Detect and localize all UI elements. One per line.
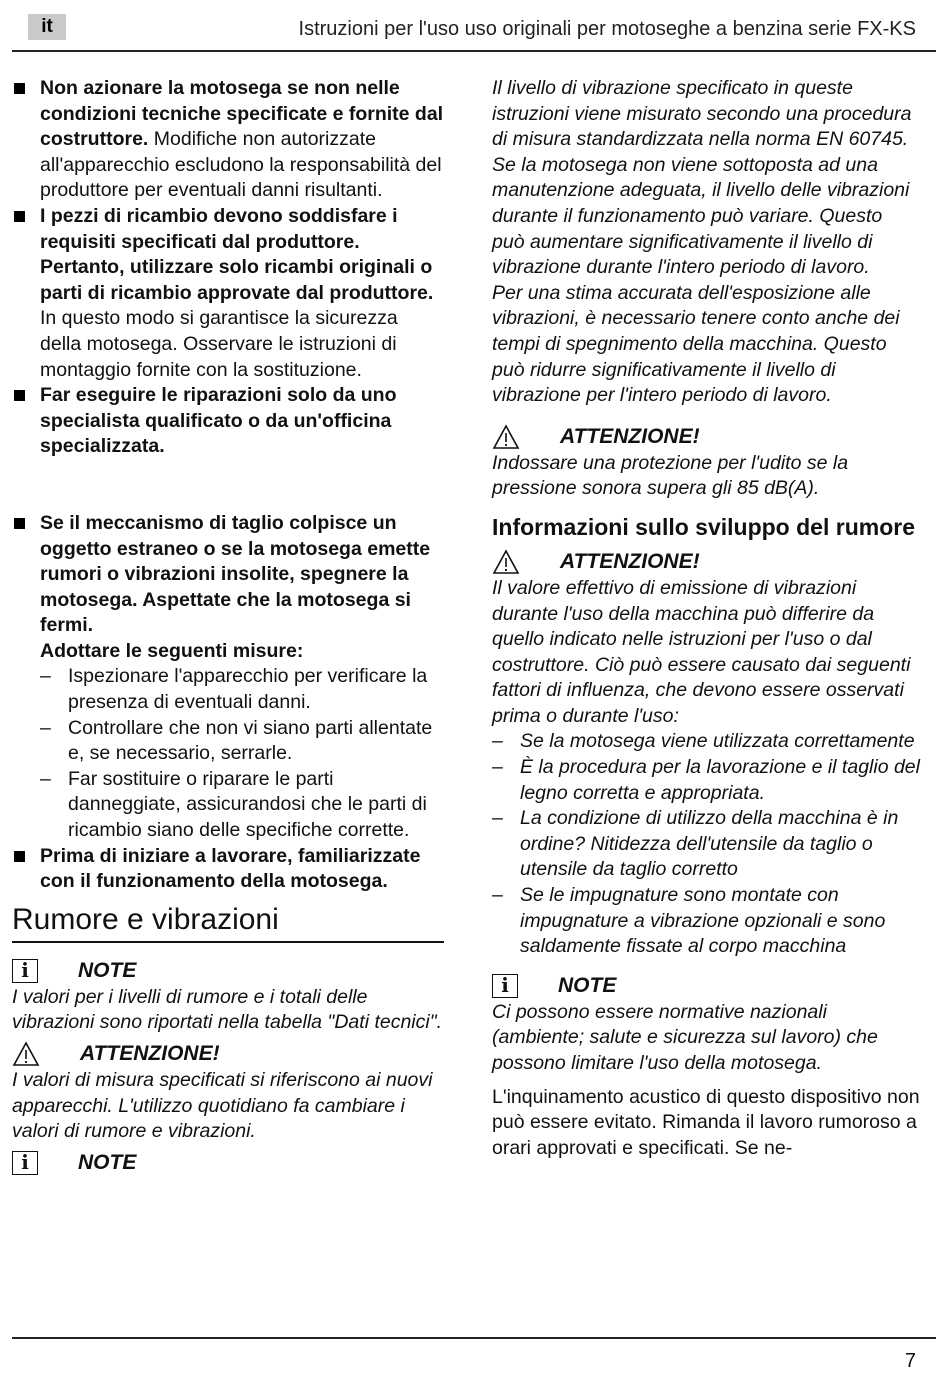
- bullet-square-icon: [14, 851, 25, 862]
- dash-item: – La condizione di utilizzo della macchina è in ordine? Nitidezza dell'utensile da taglio o utensile da taglio corretto: [492, 807, 899, 881]
- page-number: 7: [904, 1350, 916, 1372]
- section-title: Informazioni sullo sviluppo del rumore: [492, 513, 915, 540]
- dash-item: – È la procedura per la lavorazione e il taglio del legno corretta e appropriata.: [492, 756, 920, 804]
- bullet-text: Modifiche non autorizzate all'apparecchio escludono la responsabilità del produttore per eventuali danni risultanti.: [40, 128, 442, 202]
- bullet-text: In questo modo si garantisce la sicurezza della motosega. Osservare le istruzioni di montaggio fornite con la sostituzione.: [40, 307, 398, 381]
- bullet-item: [12, 383, 444, 460]
- info-icon: i: [12, 959, 38, 983]
- warning-text: I valori di misura specificati si riferiscono ai nuovi apparecchi. L'utilizzo quotidiano fa cambiare i valori di rumore e vibrazioni.: [12, 1069, 433, 1143]
- warning-text: Il valore effettivo di emissione di vibrazioni durante l'uso della macchina può differire da quello indicato nelle istruzioni per l'uso o dal costruttore. Ciò può essere causato dai seguenti fattori di influenza, che devono essere osservati prima o durante l'uso:: [492, 576, 911, 727]
- warning-text: Indossare una protezione per l'udito se la pressione sonora supera gli 85 dB(A).: [492, 451, 849, 500]
- bullet-bold-text: Non azionare la motosega se non nelle condizioni tecniche specificate e fornite dal costruttore.: [40, 77, 444, 151]
- header-title: Istruzioni per l'uso uso originali per motoseghe a benzina serie FX-KS: [298, 18, 916, 40]
- warning-triangle-icon: [492, 424, 520, 450]
- dash-item: – Ispezionare l'apparecchio per verificare la presenza di eventuali danni.: [40, 665, 428, 714]
- warning-heading: ATTENZIONE!: [492, 423, 920, 451]
- dash-item: – Far sostituire o riparare le parti danneggiate, assicurandosi che le parti di ricambio siano delle specifiche corrette.: [40, 767, 427, 842]
- info-icon: i: [492, 974, 518, 998]
- warning-heading: ATTENZIONE!: [492, 548, 920, 576]
- dash-item: – Controllare che non vi siano parti allentate e, se necessario, serrarle.: [40, 716, 433, 765]
- bullet-bold-text: I pezzi di ricambio devono soddisfare i requisiti specificati dal produttore. Pertanto, utilizzare solo ricambi originali o parti di ricambio approvate dal produttore.: [40, 204, 434, 304]
- bullet-bold-text: Prima di iniziare a lavorare, familiarizzate con il funzionamento della motosega.: [40, 844, 421, 893]
- paragraph: Per una stima accurata dell'esposizione alle vibrazioni, è necessario tenere conto anche dei tempi di spegnimento della macchina. Questo può ridurre significativamente il livello di vibrazione per l'intero periodo di lavoro.: [492, 281, 900, 407]
- note-heading: i NOTE: [492, 972, 920, 1000]
- right-column: [492, 76, 920, 1161]
- bullet-item: [12, 844, 444, 895]
- measures-heading: Adottare le seguenti misure:: [40, 639, 304, 662]
- bullet-square-icon: [14, 211, 25, 222]
- bullet-bold-text: Far eseguire le riparazioni solo da uno specialista qualificato o da un'officina specializzata.: [40, 384, 397, 458]
- note-heading: i NOTE: [12, 1149, 444, 1177]
- bullet-square-icon: [14, 390, 25, 401]
- bullet-item: [12, 511, 444, 665]
- left-column: [12, 76, 444, 1177]
- warning-heading: ATTENZIONE!: [12, 1040, 444, 1068]
- paragraph: Il livello di vibrazione specificato in queste istruzioni viene misurato secondo una procedura di misura standardizzata nella norma EN 60745.: [492, 77, 912, 151]
- note-text: Ci possono essere normative nazionali (ambiente; salute e sicurezza sul lavoro) che possono limitare l'uso della motosega.: [492, 1000, 878, 1074]
- footer-rule: [12, 1337, 936, 1339]
- bullet-item: [12, 76, 444, 204]
- dash-item: – Se le impugnature sono montate con impugnature a vibrazione opzionali e sono saldamente fissate al corpo macchina: [492, 884, 886, 958]
- bullet-item: [12, 204, 444, 383]
- warning-triangle-icon: [492, 549, 520, 575]
- dash-item: – Se la motosega viene utilizzata correttamente: [492, 730, 915, 753]
- note-heading: i NOTE: [12, 957, 444, 985]
- bullet-bold-text: Se il meccanismo di taglio colpisce un oggetto estraneo o se la motosega emette rumori o vibrazioni insolite, spegnere la motosega. Aspettate che la motosega si fermi.: [40, 511, 431, 637]
- language-tag: it: [28, 14, 66, 40]
- info-icon: i: [12, 1151, 38, 1175]
- bullet-square-icon: [14, 518, 25, 529]
- section-title: Rumore e vibrazioni: [12, 903, 444, 943]
- note-text: I valori per i livelli di rumore e i totali delle vibrazioni sono riportati nella tabella "Dati tecnici".: [12, 985, 443, 1034]
- paragraph: Se la motosega non viene sottoposta ad una manutenzione adeguata, il livello delle vibrazioni durante il funzionamento può variare. Questo può aumentare significativamente il livello di vibrazione durante l'intero periodo di lavoro.: [492, 153, 910, 279]
- header-rule: [12, 50, 936, 52]
- paragraph: L'inquinamento acustico di questo dispositivo non può essere evitato. Rimanda il lavoro rumoroso a orari approvati e specificati. Se ne-: [492, 1085, 920, 1159]
- warning-triangle-icon: [12, 1041, 40, 1067]
- bullet-square-icon: [14, 83, 25, 94]
